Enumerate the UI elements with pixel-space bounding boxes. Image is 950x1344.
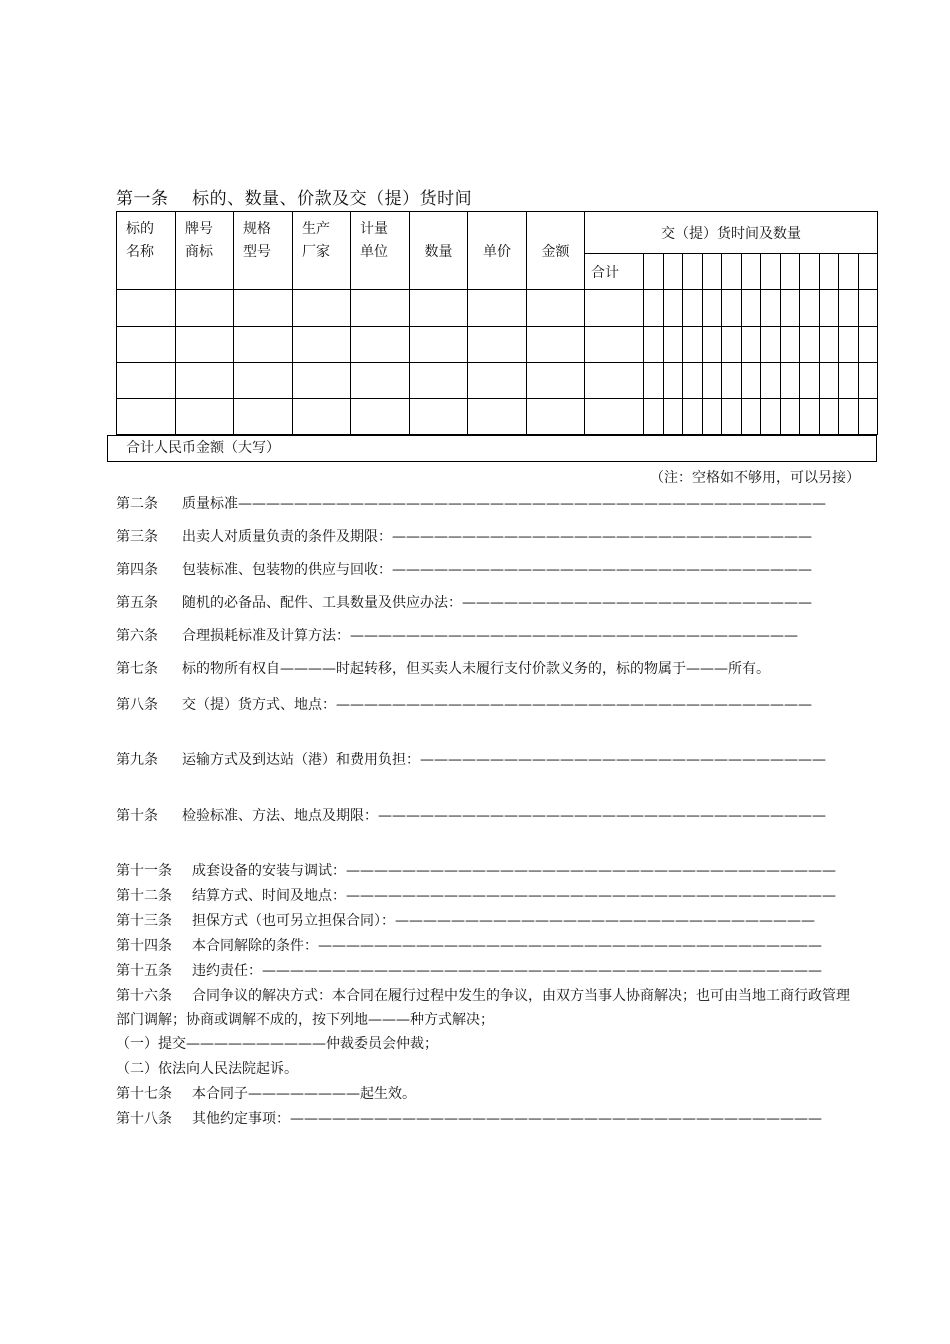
table-cell[interactable] (234, 399, 293, 435)
clause-18 (116, 1107, 860, 1132)
clause-number: 第十四条 (116, 938, 172, 954)
clause-text: 标的物所有权自————时起转移，但买卖人未履行支付价款义务的，标的物属于———所有。 (182, 661, 770, 677)
table-cell[interactable] (468, 399, 527, 435)
header-cell: 牌号 商标 (176, 212, 234, 290)
clause-text: 交（提）货方式、地点：—————————————————————————————————— (182, 697, 812, 713)
table-cell[interactable] (527, 327, 585, 363)
table-cell[interactable] (117, 399, 176, 435)
table-cell[interactable] (234, 363, 293, 399)
clause-text: 质量标准—————————————————————————————————————————— (182, 496, 826, 512)
clause-number: 第十条 (116, 808, 158, 824)
goods-table (116, 211, 878, 435)
table-cell[interactable] (585, 399, 644, 435)
clause-number: 第十六条 (116, 988, 172, 1004)
clause-text: 其他约定事项：—————————————————————————————————————— (192, 1111, 822, 1127)
clause-10 (116, 804, 860, 829)
header-cell: 金额 (527, 212, 585, 290)
clause-text: 检验标准、方法、地点及期限：———————————————————————————————— (182, 808, 826, 824)
table-cell[interactable] (410, 290, 468, 327)
clause-number: 第十八条 (116, 1111, 172, 1127)
table-row (117, 327, 878, 363)
clause-3 (116, 525, 860, 550)
clause-text: 合理损耗标准及计算方法：———————————————————————————————— (182, 628, 798, 644)
table-cell[interactable] (527, 290, 585, 327)
table-cell[interactable] (234, 327, 293, 363)
table-cell[interactable] (293, 327, 351, 363)
delivery-header: 交（提）货时间及数量 (585, 212, 878, 254)
table-cell[interactable] (234, 290, 293, 327)
clause-text: 结算方式、时间及地点：——————————————————————————————————— (192, 888, 836, 904)
clause-14 (116, 934, 860, 959)
total-amount-label: 合计人民币金额（大写） (126, 440, 280, 456)
table-cell[interactable] (117, 290, 176, 327)
table-cell[interactable] (585, 327, 644, 363)
table-cell[interactable] (468, 363, 527, 399)
clause-text: （一）提交——————————仲裁委员会仲裁； (116, 1036, 438, 1052)
clause-16-option-2 (116, 1057, 860, 1082)
table-cell[interactable] (176, 290, 234, 327)
clause-text: 违约责任：———————————————————————————————————————— (192, 963, 822, 979)
table-cell[interactable] (585, 290, 644, 327)
table-row (117, 363, 878, 399)
clause-number: 第三条 (116, 529, 158, 545)
table-cell[interactable] (468, 290, 527, 327)
table-cell[interactable] (410, 363, 468, 399)
table-cell[interactable] (351, 327, 410, 363)
clause-number: 第五条 (116, 595, 158, 611)
table-cell[interactable] (293, 290, 351, 327)
total-amount-row[interactable] (107, 435, 877, 462)
section-title: 第一条 标的、数量、价款及交（提）货时间 (116, 189, 473, 209)
table-cell[interactable] (117, 363, 176, 399)
header-cell: 数量 (410, 212, 468, 290)
table-row (117, 290, 878, 327)
clause-9 (116, 748, 860, 773)
table-cell[interactable] (585, 363, 644, 399)
clause-text: 出卖人对质量负责的条件及期限：—————————————————————————————— (182, 529, 812, 545)
clause-13 (116, 909, 860, 934)
table-cell[interactable] (176, 327, 234, 363)
clause-number: 第二条 (116, 496, 158, 512)
header-cell: 生产 厂家 (293, 212, 351, 290)
table-cell[interactable] (293, 363, 351, 399)
header-cell: 规格 型号 (234, 212, 293, 290)
clause-12 (116, 884, 860, 909)
clause-text: 担保方式（也可另立担保合同）：—————————————————————————————— (192, 913, 815, 929)
table-cell[interactable] (351, 399, 410, 435)
clause-6 (116, 624, 860, 649)
clause-number: 第十二条 (116, 888, 172, 904)
table-cell[interactable] (176, 399, 234, 435)
table-row (117, 399, 878, 435)
table-cell[interactable] (293, 399, 351, 435)
clause-16-option-1 (116, 1032, 860, 1057)
table-cell[interactable] (176, 363, 234, 399)
clause-16 (116, 984, 860, 1032)
table-cell[interactable] (410, 399, 468, 435)
clause-7 (116, 657, 860, 681)
header-cell: 计量 单位 (351, 212, 410, 290)
table-cell[interactable] (117, 327, 176, 363)
clause-number: 第十三条 (116, 913, 172, 929)
table-cell[interactable] (527, 363, 585, 399)
subtotal-header: 合计 (585, 254, 644, 290)
clause-number: 第十七条 (116, 1086, 172, 1102)
clause-11 (116, 859, 860, 884)
clause-number: 第十一条 (116, 863, 172, 879)
clause-text: 随机的必备品、配件、工具数量及供应办法：————————————————————————— (182, 595, 812, 611)
table-cell[interactable] (351, 290, 410, 327)
clause-number: 第九条 (116, 752, 158, 768)
clause-5 (116, 591, 860, 616)
table-cell[interactable] (527, 399, 585, 435)
clause-number: 第十五条 (116, 963, 172, 979)
clause-number: 第七条 (116, 661, 158, 677)
clause-number: 第四条 (116, 562, 158, 578)
clause-15 (116, 959, 860, 984)
header-cell: 标的 名称 (117, 212, 176, 290)
clause-number: 第六条 (116, 628, 158, 644)
clause-17 (116, 1082, 860, 1107)
table-note: （注：空格如不够用，可以另接） (650, 470, 860, 486)
clause-text: 包装标准、包装物的供应与回收：—————————————————————————————— (182, 562, 812, 578)
clause-text: （二）依法向人民法院起诉。 (116, 1061, 298, 1077)
clause-8 (116, 693, 860, 718)
table-cell[interactable] (468, 327, 527, 363)
clause-list (116, 492, 860, 1132)
table-cell[interactable] (351, 363, 410, 399)
clause-number: 第八条 (116, 697, 158, 713)
clause-text: 运输方式及到达站（港）和费用负担：————————————————————————————— (182, 752, 826, 768)
table-cell[interactable] (410, 327, 468, 363)
clause-text: 本合同解除的条件：———————————————————————————————————— (192, 938, 822, 954)
clause-text: 本合同子————————起生效。 (192, 1086, 416, 1102)
clause-text: 合同争议的解决方式：本合同在履行过程中发生的争议，由双方当事人协商解决；也可由当地工商行政管理部门调解；协商或调解不成的，按下列地———种方式解决； (116, 988, 850, 1028)
clause-2 (116, 492, 860, 517)
clause-text: 成套设备的安装与调试：——————————————————————————————————— (192, 863, 836, 879)
clause-4 (116, 558, 860, 583)
header-cell: 单价 (468, 212, 527, 290)
